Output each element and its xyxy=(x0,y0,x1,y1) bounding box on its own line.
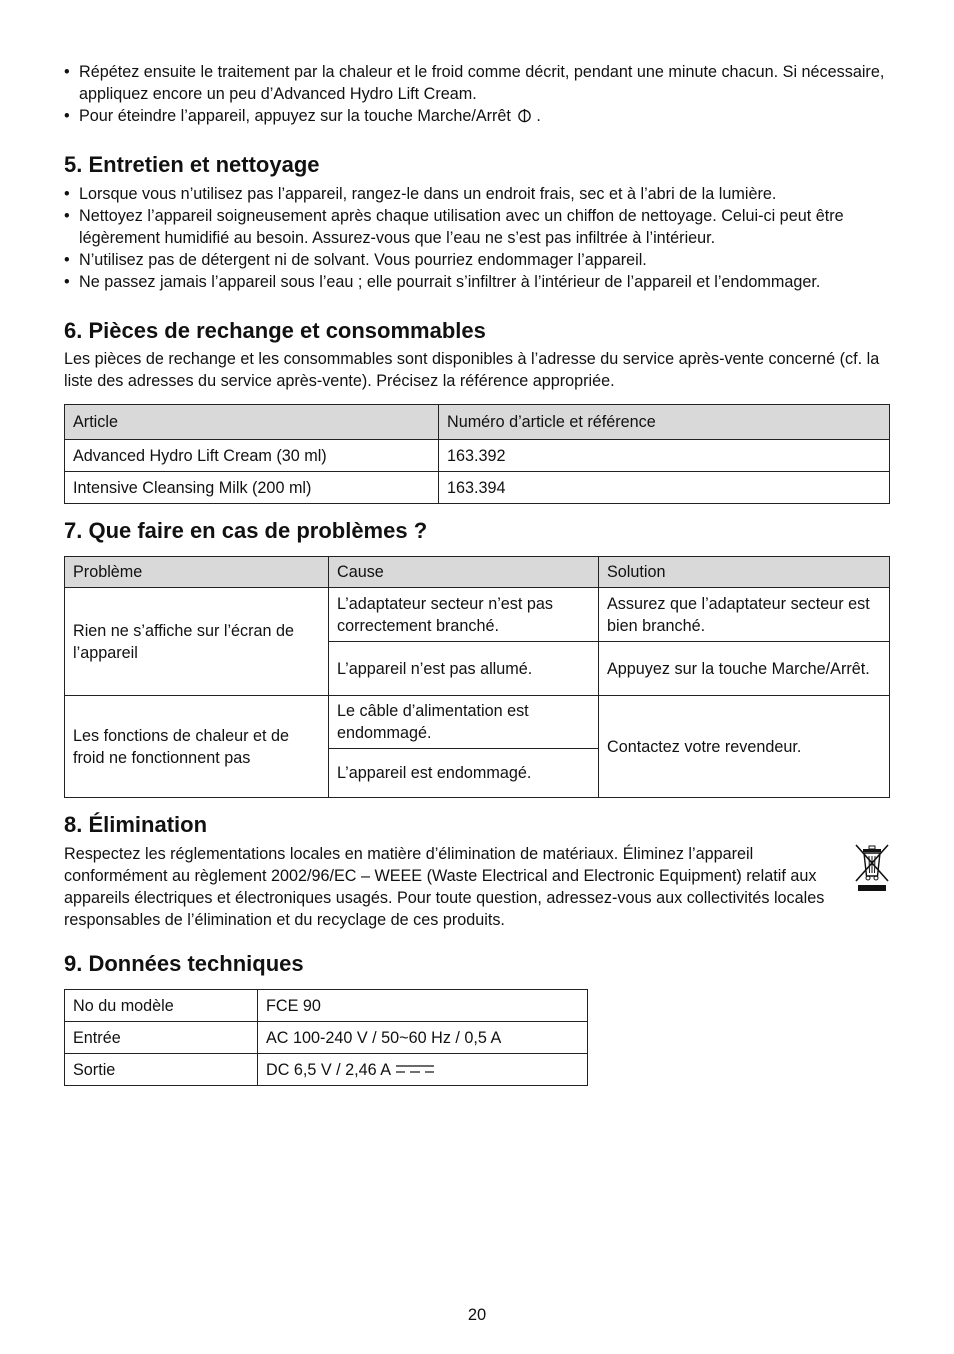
section-title: 6. Pièces de rechange et consommables xyxy=(64,318,486,343)
table-cell: No du modèle xyxy=(65,990,258,1022)
dc-symbol-icon xyxy=(395,1063,435,1075)
table-cell: Advanced Hydro Lift Cream (30 ml) xyxy=(65,440,439,472)
table-header-row xyxy=(65,557,890,588)
section-title: 7. Que faire en cas de problèmes ? xyxy=(64,518,428,543)
table-cell: Assurez que l’adaptateur secteur est bien branché. xyxy=(599,588,890,642)
table-cell: Appuyez sur la touche Marche/Arrêt. xyxy=(599,642,890,696)
table-cell: FCE 90 xyxy=(258,990,588,1022)
disposal-block xyxy=(64,843,890,931)
table-header: Cause xyxy=(329,557,599,588)
table-cell: Rien ne s’affiche sur l’écran de l’appareil xyxy=(65,588,329,696)
table-cell: 163.394 xyxy=(439,472,890,504)
table-cell: L’adaptateur secteur n’est pas correctement branché. xyxy=(329,588,599,642)
table-row xyxy=(65,1054,588,1086)
list-item: • Ne passez jamais l’appareil sous l’eau ; elle pourrait s’infiltrer à l’intérieur de l’appareil et l’endommager. xyxy=(64,271,890,293)
table-cell: L’appareil est endommagé. xyxy=(329,749,599,798)
section-title: 8. Élimination xyxy=(64,812,208,837)
table-cell: Les fonctions de chaleur et de froid ne fonctionnent pas xyxy=(65,696,329,798)
table-row xyxy=(65,588,890,642)
table-header: Solution xyxy=(599,557,890,588)
table-row xyxy=(65,440,890,472)
page-content xyxy=(64,61,890,1086)
spare-parts-table xyxy=(64,404,890,504)
page-number: 20 xyxy=(467,1306,487,1324)
troubleshooting-table xyxy=(64,556,890,798)
paragraph: Les pièces de rechange et les consommables sont disponibles à l’adresse du service après-vente concerné (cf. la liste des adresses du service après-vente). Précisez la référence appropriée. xyxy=(64,350,880,390)
table-row xyxy=(65,696,890,749)
list-item: • Lorsque vous n’utilisez pas l’appareil, rangez-le dans un endroit frais, sec et à l’abri de la lumière. xyxy=(64,183,890,205)
weee-crossed-bin-icon xyxy=(854,843,890,893)
table-header: Article xyxy=(65,405,439,440)
table-cell: Contactez votre revendeur. xyxy=(599,696,890,798)
table-header-row xyxy=(65,405,890,440)
table-row xyxy=(65,1022,588,1054)
technical-data-table xyxy=(64,989,588,1086)
table-header: Problème xyxy=(65,557,329,588)
list-item: • N’utilisez pas de détergent ni de solvant. Vous pourriez endommager l’appareil. xyxy=(64,249,890,271)
table-cell: L’appareil n’est pas allumé. xyxy=(329,642,599,696)
table-row xyxy=(65,472,890,504)
paragraph: Respectez les réglementations locales en matière d’élimination de matériaux. Éliminez l’appareil conformément au règlement 2002/96/EC – WEEE (Waste Electrical and Electronic Equipment) relatif aux appareils électriques et électroniques usagés. Pour toute question, adressez-vous aux collectivités locales responsables de l’élimination et du recyclage de ces produits. xyxy=(64,845,825,929)
section-title: 9. Données techniques xyxy=(64,951,304,976)
table-cell: Entrée xyxy=(65,1022,258,1054)
list-item: • Nettoyez l’appareil soigneusement après chaque utilisation avec un chiffon de nettoyage. Celui-ci peut être légèrement humidifié au besoin. Assurez-vous que l’eau ne s’est pas infiltrée à l’intérieur. xyxy=(64,205,890,249)
table-cell: AC 100-240 V / 50~60 Hz / 0,5 A xyxy=(258,1022,588,1054)
power-icon xyxy=(517,108,532,123)
intro-list xyxy=(64,61,890,127)
section-title: 5. Entretien et nettoyage xyxy=(64,152,320,177)
table-cell: Sortie xyxy=(65,1054,258,1086)
table-row xyxy=(65,990,588,1022)
table-cell: DC 6,5 V / 2,46 A xyxy=(258,1054,588,1086)
table-header: Numéro d’article et référence xyxy=(439,405,890,440)
table-cell: 163.392 xyxy=(439,440,890,472)
list-item: • Répétez ensuite le traitement par la chaleur et le froid comme décrit, pendant une minute chacun. Si nécessaire, appliquez encore un peu d’Advanced Hydro Lift Cream. xyxy=(64,61,890,105)
table-cell: Intensive Cleansing Milk (200 ml) xyxy=(65,472,439,504)
maintenance-list xyxy=(64,183,890,293)
list-item: • Pour éteindre l’appareil, appuyez sur la touche Marche/Arrêt . xyxy=(64,105,890,127)
table-cell: Le câble d’alimentation est endommagé. xyxy=(329,696,599,749)
